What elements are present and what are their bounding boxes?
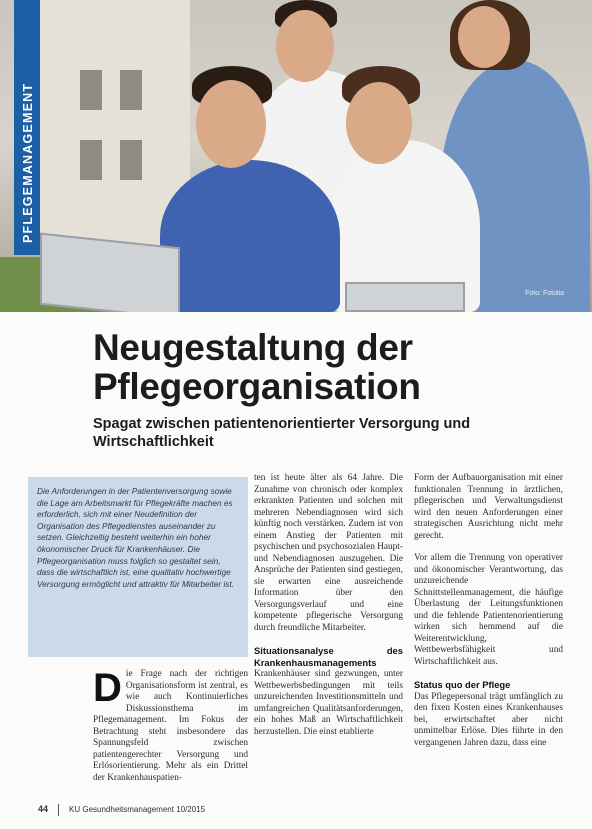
column-3-heading: Status quo der Pflege	[414, 679, 511, 690]
drop-cap: D	[93, 666, 122, 710]
person-right-face	[458, 6, 510, 68]
teaser-box	[28, 477, 248, 657]
article-title	[93, 328, 553, 406]
person-left-scrubs	[160, 160, 340, 312]
person-left-face	[196, 80, 266, 168]
column-3	[414, 473, 563, 760]
column-1-text: ie Frage nach der richtigen Organisationsform ist zentral, es wie auch Kontinuierliches Diskussionsthema im Pflegemanagement. Im Fokus der Betrachtung steht insbesondere das Spannungsfeld zwischen patientengerechter Versorgung und Erlösorientierung. Mehr als ein Drittel der Krankenhauspatien-	[93, 669, 248, 783]
building-window	[80, 140, 102, 180]
footer-divider	[58, 804, 59, 816]
building-window	[120, 70, 142, 110]
page-number: 44	[38, 804, 49, 815]
column-2-heading: Situationsanalyse des Krankenhausmanagements	[254, 645, 403, 668]
photo-credit: Foto: Fotolia	[525, 290, 564, 297]
person-center-face	[346, 82, 412, 164]
column-2	[254, 473, 403, 749]
section-label: PFLEGEMANAGEMENT	[21, 82, 35, 243]
laptop-left	[40, 233, 180, 312]
column-3-paragraph-1: Form der Aufbauorganisation mit einer funktionalen Trennung in ärztlichen, pflegerischen und Verwaltungsdienst wird den neuen Anforderungen einer strategischen Ausrichtung nicht mehr gerecht.	[414, 473, 563, 541]
column-1	[93, 666, 248, 795]
column-2-paragraph-1: ten ist heute älter als 64 Jahre. Die Zunahme von chronisch oder komplex erkrankten Patienten und solchen mit mehreren Nebendiagnosen wird sich künftig noch verstärken. Zudem ist von einem Anstieg der Patienten mit psychischen und psychosozialen Haupt- und Nebendiagnosen auszugehen. Die Ansprüche der Patienten sind gestiegen, sie erwarten eine ausreichende Information über den Versorgungsverlauf und eine kompetente pflegerische Versorgung durch freundliche Mitarbeiter.	[254, 473, 403, 633]
building-window	[120, 140, 142, 180]
laptop-right	[345, 282, 465, 312]
title-line-2: Pflegeorganisation	[93, 366, 421, 407]
building-window	[80, 70, 102, 110]
column-2-paragraph-2: Krankenhäuser sind gezwungen, unter Wettbewerbsbedingungen mit teils unzureichenden Investitionsmitteln und umfangreichen Qualitätsanforderungen, ein hohes Maß an Wirtschaftlichkeit herzustellen. Die einst etablierte	[254, 669, 403, 737]
article-subtitle: Spagat zwischen patientenorientierter Versorgung und Wirtschaftlichkeit	[93, 416, 471, 450]
column-1-paragraph	[93, 666, 248, 784]
section-label-wrap	[14, 3, 40, 243]
title-line-1: Neugestaltung der	[93, 327, 413, 368]
column-3-paragraph-2: Vor allem die Trennung von operativer und ökonomischer Verantwortung, das unzureichende Schnittstellenmanagement, die häufige Überlastung der Leitungsfunktionen und die fehlende Patientenorientierung wirken sich hemmend auf die Weiterentwicklung, Wettbewerbsfähigkeit und Wirtschaftlichkeit aus.	[414, 553, 563, 667]
person-back-face	[276, 10, 334, 82]
section-sidebar	[14, 0, 40, 255]
column-3-paragraph-3: Das Pflegepersonal trägt umfänglich zu den fixen Kosten eines Krankenhauses bei, erwirtschaftet aber nicht unmittelbar Erlöse. Dies führte in den vergangenen Jahren dazu, dass eine	[414, 691, 563, 748]
teaser-text: Die Anforderungen in der Patientenversorgung sowie die Lage am Arbeitsmarkt für Pflegekräfte machen es erforderlich, sich mit einer Neudefinition der Organisation des Pflegedienstes auseinander zu setzen. Gleichzeitig besteht weiterhin ein hoher ökonomischer Druck für Krankenhäuser. Die Pflegeorganisation muss folglich so gestaltet sein, dass die wirtschaftlich ist, eine qualitativ hochwertige Versorgung ermöglicht und attraktiv für Mitarbeiter ist.	[37, 486, 235, 589]
page-footer	[38, 804, 205, 816]
header-photo	[0, 0, 592, 312]
publication-name: KU Gesundheitsmanagement 10/2015	[69, 805, 206, 815]
